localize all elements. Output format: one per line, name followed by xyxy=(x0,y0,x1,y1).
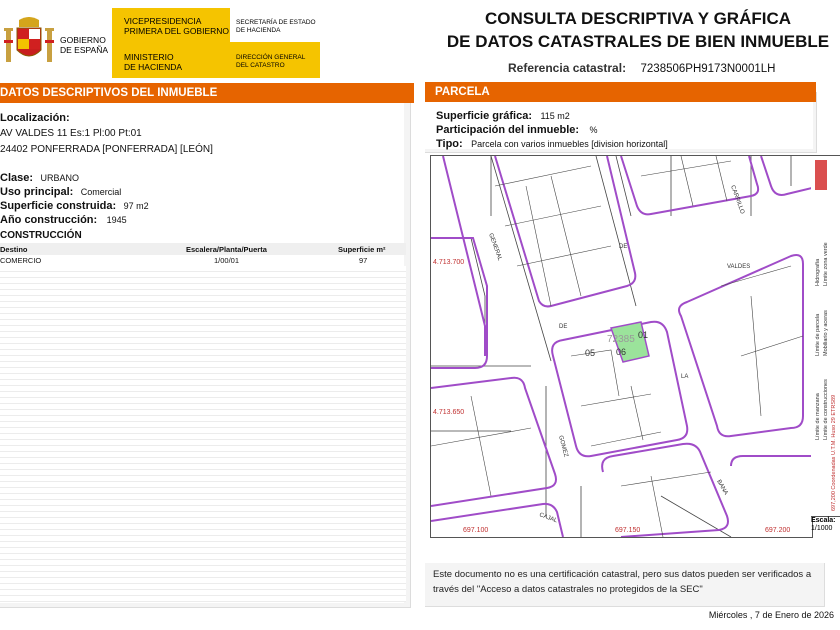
legend-limite-parcela: Límite de parcela xyxy=(815,313,821,356)
coord-y2: 4.713.650 xyxy=(433,409,465,416)
disclaimer-notice xyxy=(425,563,825,607)
coord-x3: 697.200 xyxy=(765,527,791,534)
parcela-superficie-label: Superficie gráfica: xyxy=(436,110,532,122)
dir-line-2: DEL CATASTRO xyxy=(236,62,285,69)
direccion-text xyxy=(236,54,305,70)
page-title xyxy=(418,9,840,52)
table-empty-rows xyxy=(0,266,406,602)
datos-section-header xyxy=(0,83,414,103)
coord-x1: 697.100 xyxy=(463,527,489,534)
gov-line-2: DE ESPAÑA xyxy=(60,45,109,55)
map-svg xyxy=(431,156,812,537)
ministerio-text xyxy=(124,52,182,72)
ref-value: 7238506PH9173N0001LH xyxy=(640,63,776,75)
scale-box xyxy=(811,517,840,537)
construccion-table-header xyxy=(0,243,406,255)
parcela-section-header xyxy=(425,82,816,102)
street-general: GENERAL xyxy=(487,232,503,262)
min-line-1: MINISTERIO xyxy=(124,52,174,62)
vicepresidencia-text xyxy=(124,16,229,36)
uso-value: Comercial xyxy=(80,187,122,197)
superficie-value: 97 m2 xyxy=(123,201,149,211)
parcel-sub-01: 01 xyxy=(638,330,649,340)
participacion-label: Participación del inmueble: xyxy=(436,124,580,136)
compass-icon xyxy=(815,160,827,190)
street-la: LA xyxy=(681,374,689,380)
parcel-sub-05: 05 xyxy=(585,348,596,358)
legend-limite-verde: Límite zona verde xyxy=(823,242,829,286)
participacion-value: % xyxy=(589,125,598,135)
tipo-value: Parcela con varios inmuebles [division horizontal] xyxy=(471,139,668,149)
anio-label: Año construcción: xyxy=(0,214,98,226)
gov-line-1: GOBIERNO xyxy=(60,35,106,45)
row-superficie: 97 xyxy=(359,256,368,265)
superficie-label: Superficie construida: xyxy=(0,200,117,212)
vice-line-2: PRIMERA DEL GOBIERNO xyxy=(124,26,230,36)
legend-hidrografia: Hidrografía xyxy=(815,258,821,286)
street-bana: BANA xyxy=(715,479,729,497)
street-carrillo: CARRILLO xyxy=(729,184,746,215)
coord-y1: 4.713.700 xyxy=(433,259,465,266)
address-line-1: AV VALDES 11 Es:1 Pl:00 Pt:01 xyxy=(0,128,142,139)
secretaria-text xyxy=(236,19,316,35)
clase-value: URBANO xyxy=(40,173,79,183)
uso-label: Uso principal: xyxy=(0,186,74,198)
secr-line-1: SECRETARÍA DE ESTADO xyxy=(236,19,316,26)
datos-section-title: DATOS DESCRIPTIVOS DEL INMUEBLE xyxy=(0,87,218,99)
title-line-2: DE DATOS CATASTRALES DE BIEN INMUEBLE xyxy=(446,32,830,51)
clase-label: Clase: xyxy=(0,172,34,184)
parcel-sub-06: 06 xyxy=(616,347,627,357)
min-line-2: DE HACIENDA xyxy=(124,62,183,72)
cadastral-map[interactable] xyxy=(430,155,813,538)
issue-date: Miércoles , 7 de Enero de 2026 xyxy=(708,610,834,620)
map-legend xyxy=(811,155,840,517)
street-de-2: DE xyxy=(559,324,568,330)
referencia-catastral xyxy=(508,59,775,77)
row-escalera: 1/00/01 xyxy=(214,256,240,265)
scale-label: Escala: xyxy=(811,517,836,524)
legend-limite-manzana: Límite de manzana xyxy=(815,393,821,440)
localizacion-label: Localización: xyxy=(0,112,70,124)
tipo-label: Tipo: xyxy=(436,138,463,150)
street-gomez: GOMEZ xyxy=(557,434,569,458)
row-destino: COMERCIO xyxy=(0,256,42,265)
construccion-title: CONSTRUCCIÓN xyxy=(0,230,82,241)
address-line-2: 24402 PONFERRADA [PONFERRADA] [LEÓN] xyxy=(0,144,213,155)
anio-value: 1945 xyxy=(106,215,127,225)
secr-line-2: DE HACIENDA xyxy=(236,27,281,34)
coat-of-arms-icon xyxy=(4,16,54,70)
street-de-1: DE xyxy=(619,244,628,250)
street-cajal: CAJAL xyxy=(538,512,558,525)
col-destino: Destino xyxy=(0,245,28,254)
title-line-1: CONSULTA DESCRIPTIVA Y GRÁFICA xyxy=(484,9,792,28)
disclaimer-text: Este documento no es una certificación catastral, pero sus datos pueden ser verificados a través del "Acceso a datos catastrales no protegidos de la SEC" xyxy=(433,569,812,595)
scale-value: 1/1000 xyxy=(811,525,833,532)
legend-mobiliario: Mobiliario y aceras xyxy=(823,310,829,356)
ref-label: Referencia catastral: xyxy=(508,61,627,75)
street-valdes: VALDES xyxy=(727,264,751,270)
vice-line-1: VICEPRESIDENCIA xyxy=(124,16,202,26)
parcela-section-title: PARCELA xyxy=(435,86,490,98)
tipo-row xyxy=(436,134,668,152)
table-row xyxy=(0,256,406,266)
dir-line-1: DIRECCIÓN GENERAL xyxy=(236,54,306,61)
coord-x2: 697.150 xyxy=(615,527,641,534)
parcel-ref-label: 72385 xyxy=(607,334,635,345)
parcela-superficie-value: 115 m2 xyxy=(540,111,570,121)
col-superficie: Superficie m² xyxy=(338,245,386,254)
col-escalera: Escalera/Planta/Puerta xyxy=(186,245,267,254)
legend-coords-note: 697,200 Coordenadas U.T.M. Huso 29 ETRS89 xyxy=(831,394,837,511)
government-name xyxy=(60,35,108,55)
anio-row xyxy=(0,210,127,228)
legend-limite-construcciones: Límite de construcciones xyxy=(823,379,829,440)
